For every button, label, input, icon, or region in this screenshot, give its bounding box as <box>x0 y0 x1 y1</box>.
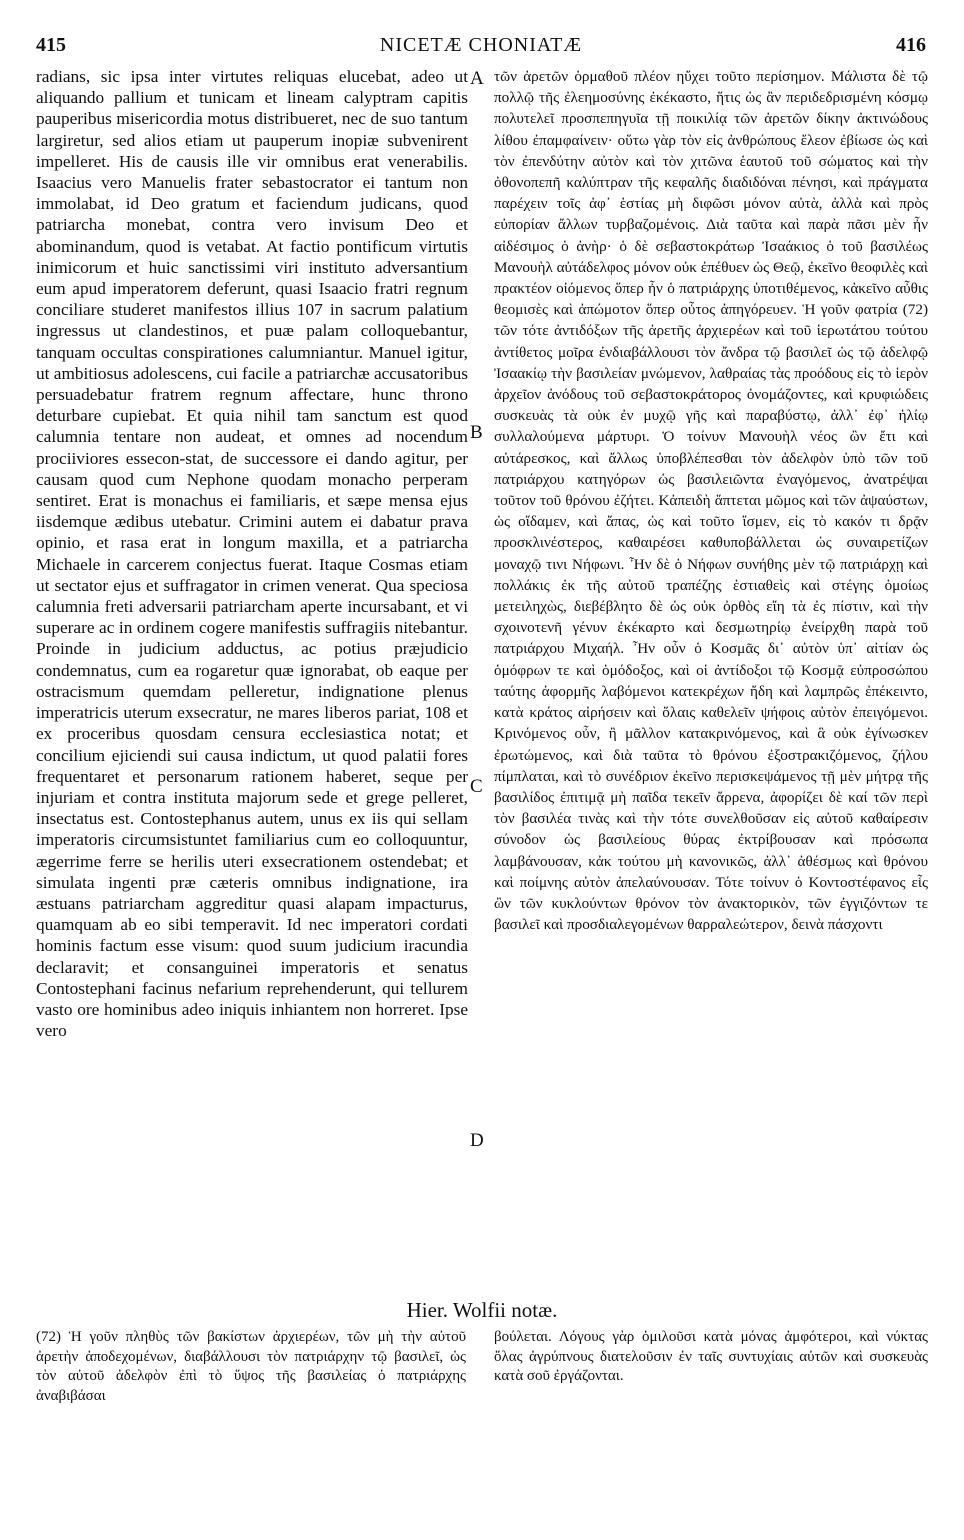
running-title: NICETÆ CHONIATÆ <box>379 34 583 56</box>
greek-column: τῶν ἀρετῶν ὁρμαθοῦ πλέον ηὔχει τοῦτο περίσημον. Μάλιστα δὲ τῷ πολλῷ τῆς ἐλεημοσύνης ἐκέκαστο, ἥτις ὡς ἂν περιδεδρισμένη κόσμῳ πολυτελεῖ προσπεπηγυῖα τῇ ποικιλίᾳ τῶν ἀρετῶν δίκην ἀκτινώδους λίθου ἐπαμφαίνειν· οὕτω γὰρ τὸν εἰς ἀνθρώπους ἔλεον ἐβίωσε ὡς καὶ τὸν ἐπενδύτην αὐτὸν καὶ τὸν χιτῶνα ἑαυτοῦ τοῦ σώματος καὶ τὴν ὀθονοπεπῆ καλύπτραν τῆς κεφαλῆς διαδιδόναι πένησι, καὶ πράγματα παρέχειν τοῖς ἀφ᾽ ἑστίας μὴ διφῶσι μόνον αὐτὰ, ἀλλὰ καὶ πρὸς εὐπορίαν ἄλλων τυρβαζομένοις. Διὰ ταῦτα καὶ παρὰ πᾶσι μὲν ἦν αἰδέσιμος ὁ ἀνὴρ· ὁ δὲ σεβαστοκράτωρ Ἰσαάκιος ὁ τοῦ βασιλέως Μανουὴλ αὐτάδελφος μόνον οὐκ ἐπέθυεν ὡς Θεῷ, ἐκεῖνο θεοφιλὲς καὶ πρακτέον οἰόμενος ὅπερ ἦν ὁ πατριάρχης ὑποτιθέμενος, κἀκεῖνο αὖθις θεομισὲς καὶ ἀπώμοτον ὅπερ οὗτος ἀπηγόρευεν. Ἡ γοῦν φατρία (72) τῶν τότε ἀντιδόξων τῆς ἀρετῆς ἀρχιερέων καὶ τοῦ ἱερωτάτου τούτου ἀντίθετος μοῖρα ἐνδιαβάλλουσι τὸν ἄνδρα τῷ βασιλεῖ ὡς τῷ ἀδελφῷ Ἰσαακίῳ τὴν βασιλείαν μνώμενον, λαθραίας τὰς προόδους εἰς τὸ ἱερὸν ἀρχεῖον ἀνόδους τοῦ σεβαστοκράτορος ὀνομάζοντες, καὶ κρυφιώδεις συσκευὰς τὰ οὐκ ἐν μυχῷ γῆς καὶ παραβύστῳ, ἀλλ᾽ ἐφ᾽ ἡλίῳ συλλαλούμενα μάρτυρι. Ὁ τοίνυν Μανουὴλ νέος ὢν ἔτι καὶ αὐτάρεσκος, καὶ ἄλλως ὑποβλέπεσθαι τὸν ἀδελφὸν ὑπὸ τῶν τοῦ πατριάρχου κατηγόρων ὡς βασιλειῶντα ἐναγόμενος, ἀνατρέψαι τοῦτον τοῦ θρόνου ἐζήτει. Κἀπειδὴ ἅπτεται μῶμος καὶ τῶν ἀψαύστων, ὡς οἴδαμεν, καὶ ἅπας, ὡς καὶ τοῦτο ἴσμεν, εἰς τὸ κακόν τι δρᾷν προσκλινέστερος, καθαιρέσει καθυποβάλλεται ὡς συναιρετίζων μοναχῷ τινι Νήφωνι. Ἦν δὲ ὁ Νήφων συνήθης μὲν τῷ πατριάρχῃ καὶ πολλάκις ἐκ τῆς αὐτοῦ τραπέζης ἑστιαθεὶς καὶ στέγης ὁμοίως μετειληχὼς, διεβέβλητο δὲ ὡς οὐκ ὀρθὸς εἴη τὰ ἐς πίστιν, καὶ τὴν σχοινοτενῆ γένυν ἐκέκαρτο καὶ δεσμωτηρίῳ ἐνείρχθη παρὰ τοῦ πατριάρχου Μιχαήλ. Ἦν οὖν ὁ Κοσμᾶς δι᾽ αὐτὸν ὑπ᾽ αἰτίαν ὡς ὁμόφρων τε καὶ ὁμόδοξος, καὶ οἱ ἀντίδοξοι τῷ Κοσμᾷ εὐπροσώπου ταύτης ἀφορμῆς λαβόμενοι κατεκρέχων ἤδη καὶ λαμπρῶς ἐπέκειντο, κατὰ κράτος αἱρήσειν καὶ ὅλαις καθελεῖν ψήφοις αὐτὸν ἐπειγόμενοι. Κρινόμενος οὖν, ἢ μᾶλλον κατακρινόμενος, καὶ ἃ οὐκ ἐγίνωσκεν ἐρωτώμενος, καὶ διὰ ταῦτα τὸ θρόνου ἐξοστρακιζόμενος, ζήλου πίμπλαται, καὶ τὸ συνέδριον ἐκεῖνο περισκεψάμενος τῇ μὲν μήτρᾳ τῆς βασιλίδος ἐπιτιμᾷ μὴ παῖδα τεκεῖν ἄρρενα, ἀφορίζει δὲ καί τῶν περὶ τὸν βασιλέα τινὰς καὶ τὴν τότε συνελθοῦσαν εἰς αὐτοῦ καθαίρεσιν σύνοδον ὡς βασιλείους θύρας ἐκτρίβουσαν καὶ πρόσωπα λαμβάνουσαν, κἀκ τούτου μὴ κανονικῶς, ἀλλ᾽ ἀθέσμως καὶ θρόνου καὶ ποίμνης αὐτὸν ἀπελαύνουσαν. Τότε τοίνυν ὁ Κοντοστέφανος εἷς ὢν τῶν κυκλούντων θρόνον τὸν ἀνακτορικὸν, τῶν ἐγγιζόντων τε βασιλεῖ καὶ προσδιαλεγομένων θαρραλεώτερον, δεινὰ πάσχοντι <box>494 68 928 934</box>
page-number-right: 416 <box>896 34 926 56</box>
margin-marker-d: D <box>470 1130 484 1151</box>
page-header <box>36 34 926 60</box>
note-72-left: (72) Ἡ γοῦν πληθὺς τῶν βακίστων ἀρχιερέων, τῶν μὴ τὴν αὐτοῦ ἀρετὴν ἀποδεχομένων, διαβάλλουσι τὸν πατριάρχην τῷ βασιλεῖ, ὡς τὸν αὐτοῦ ἀδελφὸν ἐπὶ τὸ ὕψος τῆς βασιλείας ὁ πατριάρχης ἀναβιβάσαι <box>36 1329 466 1404</box>
margin-marker-a: A <box>470 68 484 89</box>
notes-heading: Hier. Wolfii notæ. <box>406 1298 558 1322</box>
margin-marker-b: B <box>470 422 483 443</box>
page-number-left: 415 <box>36 34 66 56</box>
latin-column: radians, sic ipsa inter virtutes reliquas elucebat, adeo ut aliquando pallium et tunicam et lineam calyptram capitis pauperibus misericordia motus distribueret, nec de suo tantum largiretur, sed alios etiam ut pauperum inopiæ subvenirent impelleret. His de causis ille vir omnibus erat venerabilis. Isaacius vero Manuelis frater sebastocrator ei tantum non immolabat, id Deo gratum et faciendum judicans, quod patriarcha monebat, contra vero invisum Deo et abominandum, quod is vetabat. At factio pontificum virtutis inimicorum et huic sanctissimi viri instituto adversantium eum apud imperatorem deferunt, quasi Isaacio fratri regnum conciliare studeret manifestos illius 107 in sacrum palatium ingressus ut clandestinos, et puæ palam colloquebantur, tanquam occultas conspirationes calumniantur. Manuel igitur, ut ambitiosus adolescens, cui facile a patriarchæ accusatoribus persuadebatur fratrem regnum affectare, hunc throno deturbare cupiebat. Et quia nihil tam sanctum est quod calumnia tentare non audeat, et omnes ad nocendum prociiviores essecon-stat, de successore ei dando agitur, per causam quod cum Nephone quodam monacho perperam sentiret. Erat is monachus ei familiaris, et sæpe mensa ejus iisdemque ædibus utebatur. Crimini autem ei dabatur prava opinio, et rasa erat in longum maxilla, et a patriarcha Michaele in carcerem conjectus fuerat. Itaque Cosmas etiam ut sectator ejus et suffragator in crimen venerat. Qua speciosa calumnia freti adversarii patriarcham aperte incursabant, et vi superare ac in ordinem cogere manifestis suffragiis nitebantur. Proinde in judicium adductus, ac potius præjudicio condemnatus, cum ea rogaretur quæ ignorabat, ob eaque per ostracismum quemdam pelleretur, indignatione plenus imperatricis uterum exsecratur, ne mares liberos pariat, 108 et ex proceribus quosdam censura ecclesiastica notat; et concilium ejiciendi sui causa indictum, ut quod palatii fores frequentaret et personarum rationem haberet, seque per injuriam et contra instituta majorum sede et grege pelleret, insectatus est. Contostephanus autem, unus ex iis qui sellam imperatoris circumsistuntet familiarius cum eo colloquuntur, ægerrime ferre se herilis uteri exsecrationem ostendebat; et simulata ingenti præ cæteris omnibus indignatione, ira æstuans patriarcham aggreditur quasi alapam impacturus, quamquam ab eo sibi temperavit. Id nec imperatori cordati hominis factum esse visum: quod suum judicium iracundia declaravit; et consanguinei imperatoris et senatus Contostephani facinus nefarium reprehenderunt, qui tellurem vasto ore hominibus adeo iniquis inhiantem non horreret. Ipse vero <box>36 67 468 1041</box>
margin-markers <box>470 66 492 1266</box>
note-72-right: βούλεται. Λόγους γὰρ ὁμιλοῦσι κατὰ μόνας ἀμφότεροι, καὶ νύκτας ὅλας ἀγρύπνους διατελοῦσιν ἐν ταῖς συντυχίαις αὐτῶν καὶ συσκευὰς κατὰ σοῦ ἐργάζονται. <box>494 1329 928 1384</box>
margin-marker-c: C <box>470 776 483 797</box>
